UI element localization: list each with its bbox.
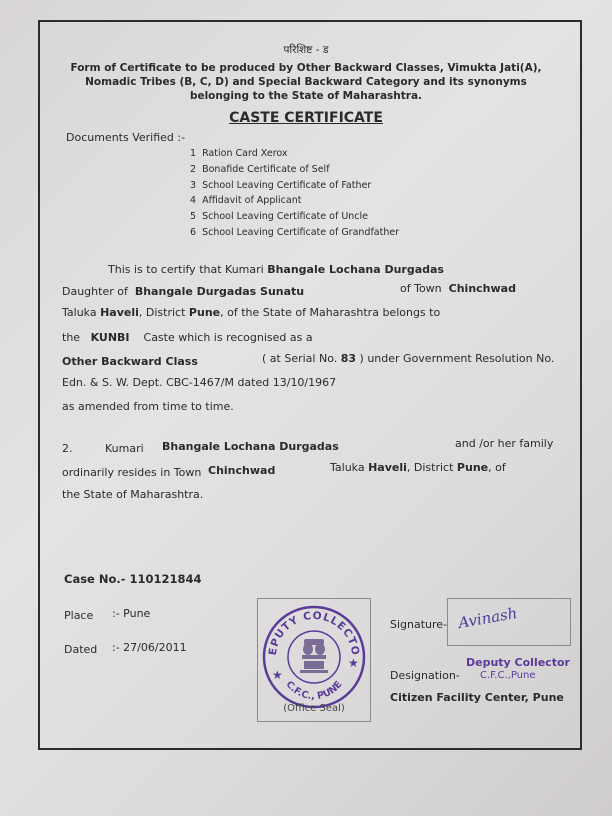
para2-resides: ordinarily resides in Town [62,466,202,479]
amended-line: as amended from time to time. [62,400,234,413]
list-item: 1 Ration Card Xerox [190,148,288,159]
signature-box [447,598,571,646]
office-seal-box [257,598,371,722]
para2-kumari: Kumari [105,442,144,455]
list-item: 2 Bonafide Certificate of Self [190,164,330,175]
signature-label: Signature- [390,618,448,631]
list-item: 3 School Leaving Certificate of Father [190,180,372,191]
stamp-deputy-collector: Deputy Collector [466,656,570,669]
stamp-cfc-pune: C.F.C.,Pune [480,670,536,681]
designation-label: Designation- [390,669,460,682]
certify-line: This is to certify that Kumari Bhangale Lochana Durgadas [108,263,444,276]
town-value: Chinchwad [448,282,516,295]
header-line-3: belonging to the State of Maharashtra. [189,90,423,102]
category-value: Other Backward Class [62,355,198,368]
town-line: of Town Chinchwad [400,282,516,295]
office-name: Citizen Facility Center, Pune [390,691,564,704]
dated-value: :- 27/06/2011 [112,641,187,654]
caste-value: KUNBI [90,331,130,344]
list-item: 6 School Leaving Certificate of Grandfather [190,227,400,238]
para2-number: 2. [62,442,73,455]
certificate-title: CASTE CERTIFICATE [229,110,383,126]
signature-scrawl: Avinash [456,603,519,633]
para2-andor: and /or her family [455,437,554,450]
para2-taluka-line: Taluka Haveli, District Pune, of [330,461,506,474]
emblem-icon [300,639,328,673]
documents-heading: Documents Verified :- [66,131,186,144]
seal-top-text: EPUTY COLLECTO [266,609,362,657]
para2-state: the State of Maharashtra. [62,488,204,501]
list-item: 5 School Leaving Certificate of Uncle [190,211,369,222]
parent-name: Bhangale Durgadas Sunatu [134,285,305,298]
place-label: Place [64,609,94,622]
case-number: Case No.- 110121844 [64,572,202,586]
taluka-line: Taluka Haveli, District Pune, of the State of Maharashtra belongs to [62,306,441,319]
seal-caption: (Office Seal) [283,703,345,714]
header-line-1: Form of Certificate to be produced by Other Backward Classes, Vimukta Jati(A), [70,62,542,74]
resolution-line: Edn. & S. W. Dept. CBC-1467/M dated 13/10/1967 [62,376,337,389]
caste-line: the KUNBI Caste which is recognised as a [62,331,313,344]
svg-text:★: ★ [272,668,283,682]
para2-name: Bhangale Lochana Durgadas [162,440,339,453]
header-devanagari: परिशिष्ट - ड [283,44,329,56]
seal-bottom-text: C.F.C., PUNE [283,679,345,703]
serial-line: ( at Serial No. 83 ) under Government Resolution No. [262,352,555,365]
dated-label: Dated [64,643,98,656]
daughter-line: Daughter of Bhangale Durgadas Sunatu [62,285,305,298]
applicant-name: Bhangale Lochana Durgadas [267,263,444,276]
para2-town: Chinchwad [208,464,276,477]
list-item: 4 Affidavit of Applicant [190,195,302,206]
header-line-2: Nomadic Tribes (B, C, D) and Special Backward Category and its synonyms [85,76,527,88]
svg-text:★: ★ [348,656,359,670]
place-value: :- Pune [112,607,151,620]
